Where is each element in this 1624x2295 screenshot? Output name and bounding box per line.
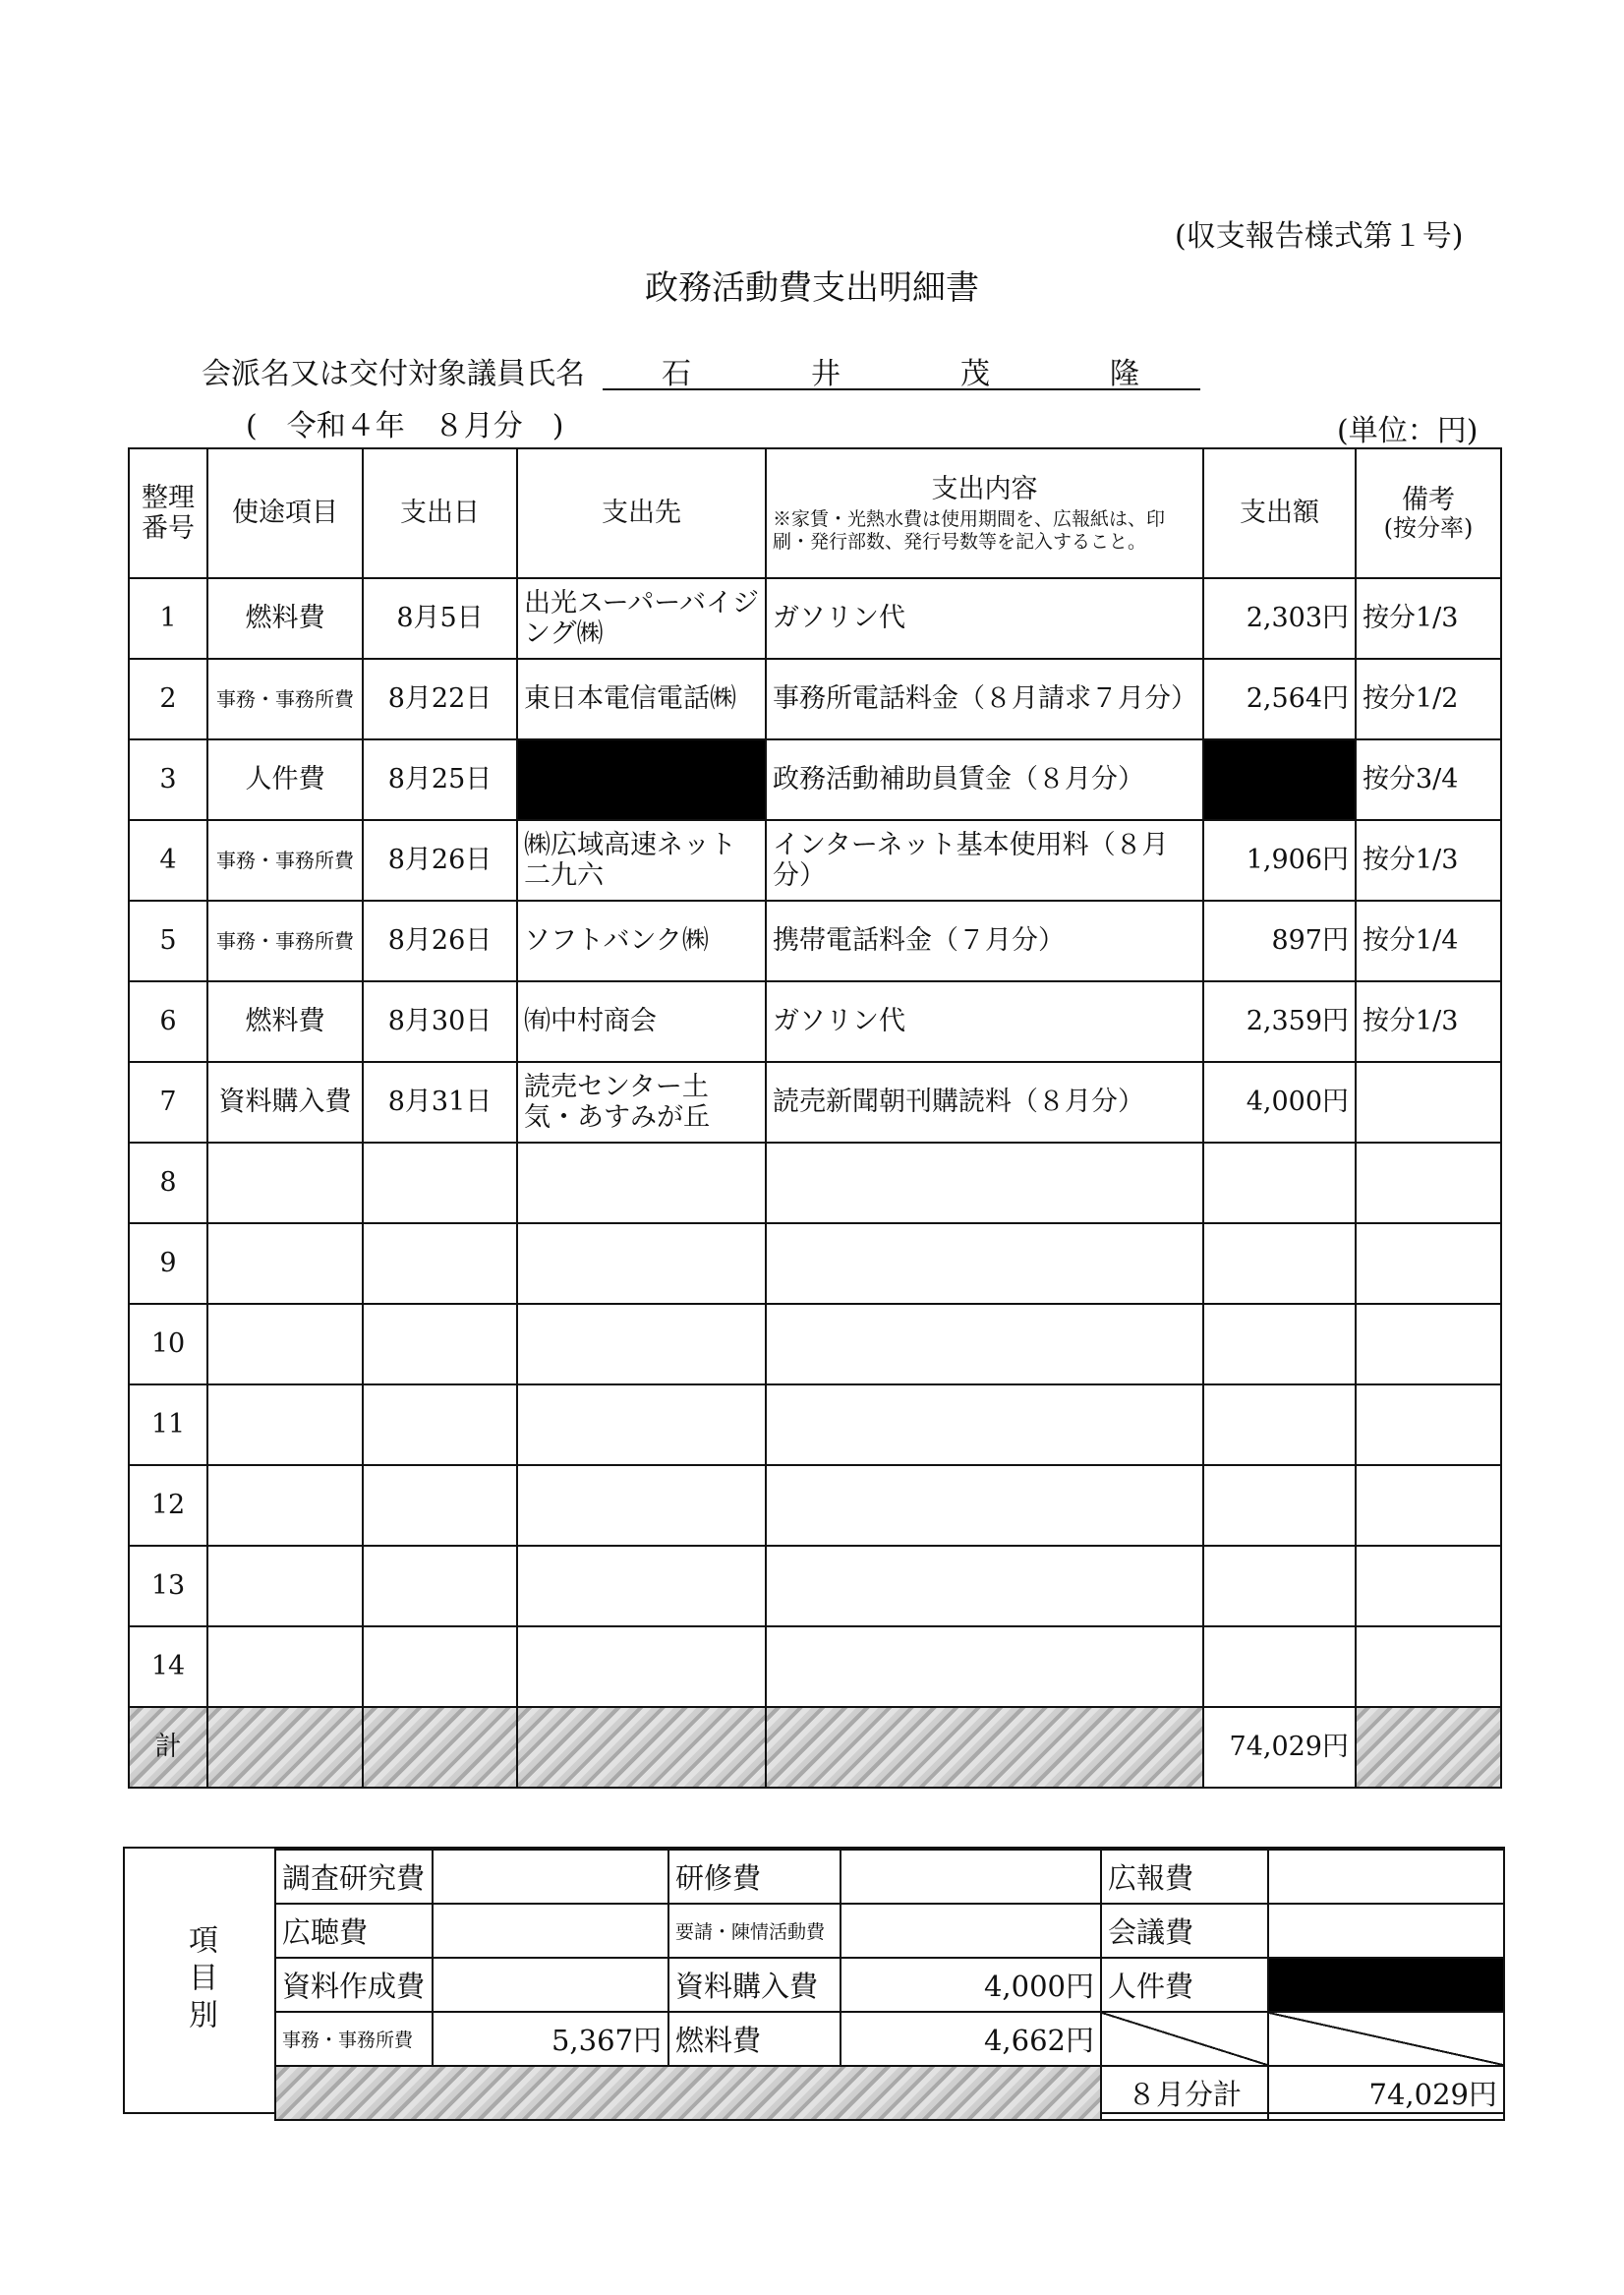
row-payee: ㈲中村商会: [517, 981, 766, 1062]
row-date: [363, 1546, 517, 1626]
table-row: [129, 1304, 1501, 1384]
row-amount: [1203, 1465, 1356, 1546]
row-content: 読売新聞朝刊購読料（８月分）: [766, 1062, 1203, 1143]
summary-label: 項目別: [125, 1849, 276, 2112]
row-item: [207, 1626, 363, 1707]
summary-cat-amount: [841, 1904, 1101, 1958]
summary-cat-label: 研修費: [668, 1850, 841, 1904]
row-item: 事務・事務所費: [207, 659, 363, 739]
total-label: 計: [129, 1707, 207, 1788]
summary-block: [123, 1847, 1505, 2114]
expense-table: [128, 447, 1502, 1789]
row-payee: [517, 1304, 766, 1384]
table-row: [129, 1223, 1501, 1304]
row-date: [363, 1143, 517, 1223]
summary-redacted-amount: [1268, 1958, 1504, 2012]
row-date: 8月25日: [363, 739, 517, 820]
row-number: 9: [129, 1223, 207, 1304]
total-shaded-cell: [207, 1707, 363, 1788]
row-content: [766, 1465, 1203, 1546]
summary-row: [275, 1904, 1504, 1958]
row-amount-redacted: [1203, 739, 1356, 820]
summary-cat-label: 資料作成費: [275, 1958, 433, 2012]
period: ( 令和４年 ８月分 ): [246, 409, 564, 443]
row-date: 8月26日: [363, 820, 517, 901]
col-content: [766, 448, 1203, 578]
total-shaded-cell: [517, 1707, 766, 1788]
summary-cat-amount: [1268, 1850, 1504, 1904]
row-content: [766, 1143, 1203, 1223]
row-remarks: [1356, 1223, 1501, 1304]
total-shaded-cell: [363, 1707, 517, 1788]
row-amount: [1203, 1546, 1356, 1626]
row-number: 12: [129, 1465, 207, 1546]
row-item: 事務・事務所費: [207, 901, 363, 981]
row-date: [363, 1223, 517, 1304]
summary-cat-label: 人件費: [1101, 1958, 1268, 2012]
col-amount: 支出額: [1203, 448, 1356, 578]
row-content: 事務所電話料金（８月請求７月分）: [766, 659, 1203, 739]
summary-cat-amount: 5,367円: [433, 2012, 668, 2066]
table-row: [129, 1062, 1501, 1143]
unit-label: (単位：円): [1337, 414, 1479, 448]
member-name-char: 隆: [1110, 357, 1141, 391]
summary-total-row: [275, 2066, 1504, 2120]
row-remarks: 按分3/4: [1356, 739, 1501, 820]
form-number: (収支報告様式第１号): [1175, 219, 1464, 254]
summary-cat-label: 会議費: [1101, 1904, 1268, 1958]
row-amount: 2,564円: [1203, 659, 1356, 739]
row-amount: [1203, 1143, 1356, 1223]
row-number: 3: [129, 739, 207, 820]
row-payee: 東日本電信電話㈱: [517, 659, 766, 739]
row-date: 8月22日: [363, 659, 517, 739]
row-date: [363, 1465, 517, 1546]
summary-slash-cell: [1101, 2012, 1268, 2066]
row-payee: [517, 1143, 766, 1223]
total-row: [129, 1707, 1501, 1788]
row-number: 6: [129, 981, 207, 1062]
row-item: [207, 1465, 363, 1546]
row-content: [766, 1304, 1203, 1384]
member-name: [603, 349, 1200, 390]
row-amount: 2,303円: [1203, 578, 1356, 659]
row-payee: [517, 1626, 766, 1707]
table-row: [129, 981, 1501, 1062]
row-item: [207, 1143, 363, 1223]
col-no: 整理番号: [129, 448, 207, 578]
summary-cat-amount: [433, 1958, 668, 2012]
row-remarks: [1356, 1626, 1501, 1707]
table-row: [129, 1465, 1501, 1546]
row-date: [363, 1384, 517, 1465]
summary-table: [274, 1849, 1505, 2121]
summary-cat-amount: [433, 1904, 668, 1958]
summary-slash-cell: [1268, 2012, 1504, 2066]
summary-cat-label: 広報費: [1101, 1850, 1268, 1904]
col-content-title: 支出内容: [931, 473, 1038, 504]
row-remarks: 按分1/3: [1356, 578, 1501, 659]
member-name-char: 茂: [960, 357, 992, 391]
row-remarks: 按分1/3: [1356, 820, 1501, 901]
row-remarks: 按分1/3: [1356, 981, 1501, 1062]
col-item: 使途項目: [207, 448, 363, 578]
row-payee: [517, 1546, 766, 1626]
row-number: 7: [129, 1062, 207, 1143]
row-item: 燃料費: [207, 981, 363, 1062]
col-remarks-title: 備考: [1402, 484, 1455, 515]
row-date: 8月5日: [363, 578, 517, 659]
summary-cat-label: 事務・事務所費: [275, 2012, 433, 2066]
summary-cat-label: 広聴費: [275, 1904, 433, 1958]
row-content: [766, 1626, 1203, 1707]
row-item: 資料購入費: [207, 1062, 363, 1143]
row-number: 1: [129, 578, 207, 659]
table-row: [129, 820, 1501, 901]
row-payee: ㈱広域高速ネット二九六: [517, 820, 766, 901]
table-row: [129, 901, 1501, 981]
row-number: 8: [129, 1143, 207, 1223]
summary-row: [275, 2012, 1504, 2066]
row-amount: 1,906円: [1203, 820, 1356, 901]
month-total-label: ８月分計: [1101, 2066, 1268, 2120]
summary-cat-amount: [1268, 1904, 1504, 1958]
row-amount: 2,359円: [1203, 981, 1356, 1062]
summary-row: [275, 1958, 1504, 2012]
row-amount: [1203, 1384, 1356, 1465]
row-number: 13: [129, 1546, 207, 1626]
table-row: [129, 1384, 1501, 1465]
row-date: 8月31日: [363, 1062, 517, 1143]
row-payee: ソフトバンク㈱: [517, 901, 766, 981]
row-item: [207, 1546, 363, 1626]
row-remarks: [1356, 1384, 1501, 1465]
row-payee: 読売センター土気・あすみが丘: [517, 1062, 766, 1143]
row-item: [207, 1304, 363, 1384]
row-payee: [517, 1223, 766, 1304]
total-shaded-cell: [1356, 1707, 1501, 1788]
col-remarks-sub: (按分率): [1383, 513, 1474, 542]
row-date: 8月26日: [363, 901, 517, 981]
row-payee: [517, 1384, 766, 1465]
row-date: [363, 1304, 517, 1384]
summary-row: [275, 1850, 1504, 1904]
row-content: 携帯電話料金（７月分）: [766, 901, 1203, 981]
row-amount: 4,000円: [1203, 1062, 1356, 1143]
col-content-note: ※家賃・光熱水費は使用期間を、広報紙は、印刷・発行部数、発行号数等を記入すること。: [773, 507, 1166, 553]
table-header-row: [129, 448, 1501, 578]
document-title: 政務活動費支出明細書: [645, 268, 979, 308]
member-name-char: 井: [811, 357, 842, 391]
row-amount: 897円: [1203, 901, 1356, 981]
summary-cat-amount: 4,000円: [841, 1958, 1101, 2012]
row-content: ガソリン代: [766, 578, 1203, 659]
row-content: [766, 1223, 1203, 1304]
summary-cat-amount: [841, 1850, 1101, 1904]
row-payee: [517, 1465, 766, 1546]
row-amount: [1203, 1626, 1356, 1707]
row-item: [207, 1223, 363, 1304]
month-total-amount: 74,029円: [1268, 2066, 1504, 2120]
table-row: [129, 739, 1501, 820]
table-row: [129, 659, 1501, 739]
row-item: 人件費: [207, 739, 363, 820]
col-remarks: [1356, 448, 1501, 578]
row-date: [363, 1626, 517, 1707]
summary-shaded-cell: [275, 2066, 1101, 2120]
row-content: ガソリン代: [766, 981, 1203, 1062]
col-date: 支出日: [363, 448, 517, 578]
row-number: 5: [129, 901, 207, 981]
table-row: [129, 1143, 1501, 1223]
row-number: 4: [129, 820, 207, 901]
table-row: [129, 1626, 1501, 1707]
member-label: 会派名又は交付対象議員氏名: [202, 357, 585, 391]
summary-cat-label: 調査研究費: [275, 1850, 433, 1904]
row-content: 政務活動補助員賃金（８月分）: [766, 739, 1203, 820]
row-item: [207, 1384, 363, 1465]
row-remarks: [1356, 1465, 1501, 1546]
row-number: 14: [129, 1626, 207, 1707]
summary-cat-amount: 4,662円: [841, 2012, 1101, 2066]
row-remarks: 按分1/2: [1356, 659, 1501, 739]
row-content: [766, 1546, 1203, 1626]
row-remarks: [1356, 1062, 1501, 1143]
row-amount: [1203, 1304, 1356, 1384]
row-remarks: [1356, 1304, 1501, 1384]
row-date: 8月30日: [363, 981, 517, 1062]
table-row: [129, 578, 1501, 659]
row-payee-redacted: [517, 739, 766, 820]
row-number: 11: [129, 1384, 207, 1465]
row-content: インターネット基本使用料（８月分）: [766, 820, 1203, 901]
row-remarks: [1356, 1143, 1501, 1223]
member-row: [202, 349, 1141, 392]
row-item: 事務・事務所費: [207, 820, 363, 901]
row-remarks: 按分1/4: [1356, 901, 1501, 981]
summary-cat-label: 資料購入費: [668, 1958, 841, 2012]
row-content: [766, 1384, 1203, 1465]
row-remarks: [1356, 1546, 1501, 1626]
member-name-char: 石: [662, 357, 693, 391]
row-amount: [1203, 1223, 1356, 1304]
summary-cat-label: 燃料費: [668, 2012, 841, 2066]
summary-cat-amount: [433, 1850, 668, 1904]
table-row: [129, 1546, 1501, 1626]
total-amount: 74,029円: [1203, 1707, 1356, 1788]
row-item: 燃料費: [207, 578, 363, 659]
total-shaded-cell: [766, 1707, 1203, 1788]
row-number: 2: [129, 659, 207, 739]
summary-cat-label: 要請・陳情活動費: [668, 1904, 841, 1958]
col-payee: 支出先: [517, 448, 766, 578]
row-payee: 出光スーパーバイジング㈱: [517, 578, 766, 659]
row-number: 10: [129, 1304, 207, 1384]
